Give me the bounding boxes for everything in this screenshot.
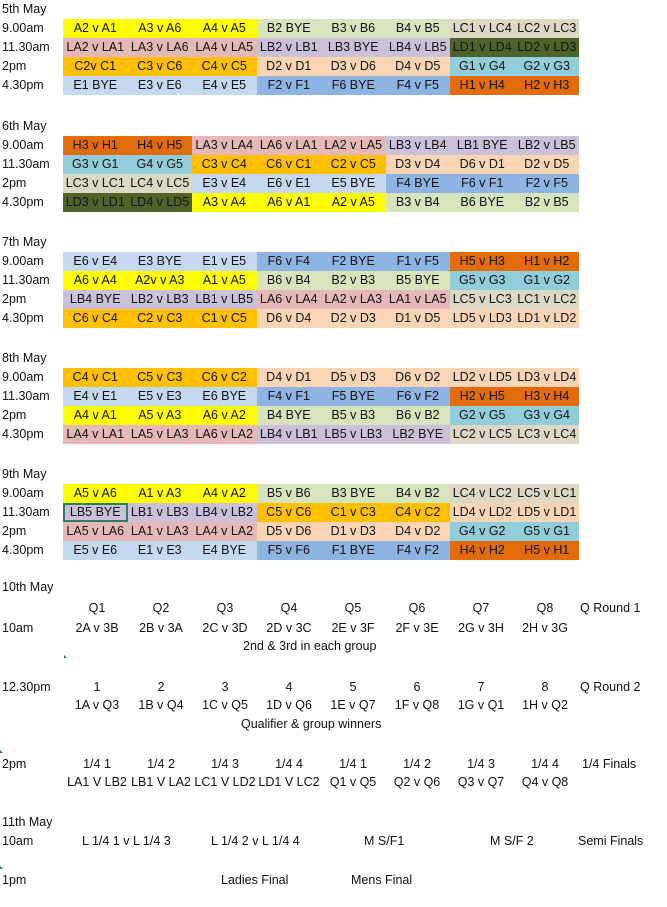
schedule-row <box>0 155 667 174</box>
knockout-match: Q4 v Q8 <box>521 775 569 789</box>
schedule-row <box>0 290 667 309</box>
match-cell[interactable]: LD5 v LD3 <box>450 309 515 328</box>
match-cell[interactable]: B4 v B5 <box>386 19 451 38</box>
round2-stage: Q Round 2 <box>580 680 641 694</box>
match-cell[interactable]: B4 BYE <box>257 406 322 425</box>
match-cell[interactable]: D6 v D1 <box>450 155 515 174</box>
match-cell[interactable]: G2 v G5 <box>450 406 515 425</box>
match-cell[interactable]: E3 BYE <box>128 252 193 271</box>
time-slot: 9.00am <box>2 21 44 35</box>
time-slot: 4.30pm <box>2 78 44 92</box>
time-slot: 11.30am <box>2 389 50 403</box>
time-slot: 9.00am <box>2 254 44 268</box>
schedule-row <box>0 38 667 57</box>
knockout-match: 2F v 3E <box>395 621 439 635</box>
match-cell[interactable]: B6 BYE <box>450 193 515 212</box>
match-cell[interactable]: LC5 v LC1 <box>515 484 580 503</box>
match-cell[interactable]: D4 v D5 <box>386 57 451 76</box>
match-cell[interactable]: LA1 v LA3 <box>128 522 193 541</box>
match-cell[interactable]: LA4 v LA5 <box>192 38 257 57</box>
knockout-match: 2H v 3G <box>522 621 568 635</box>
match-cell[interactable]: G3 v G4 <box>515 406 580 425</box>
selected-match-cell[interactable]: LB5 BYE <box>63 503 128 522</box>
match-label: 4 <box>285 680 293 694</box>
match-cell[interactable]: H5 v H1 <box>515 541 580 560</box>
schedule-row <box>0 484 667 503</box>
day-title-11th-may: 11th May <box>2 815 53 829</box>
match-cell[interactable]: B5 v B3 <box>321 406 386 425</box>
match-cell[interactable]: A1 v A3 <box>128 484 193 503</box>
match-cell[interactable]: E1 BYE <box>63 76 128 95</box>
match-label: 1/4 4 <box>275 757 303 771</box>
knockout-match: Q1 v Q5 <box>329 775 377 789</box>
match-cell[interactable]: A5 v A6 <box>63 484 128 503</box>
match-cell[interactable]: LA6 v LA2 <box>192 425 257 444</box>
knockout-match: 1A v Q3 <box>74 698 120 712</box>
time-slot: 9.00am <box>2 138 44 152</box>
match-label: 2 <box>157 680 165 694</box>
quarters-stage: 1/4 Finals <box>582 757 637 771</box>
match-cell[interactable]: F6 v F1 <box>450 174 515 193</box>
day-title: 7th May <box>2 235 47 249</box>
match-cell[interactable]: A4 v A2 <box>192 484 257 503</box>
match-cell[interactable]: E3 v E4 <box>192 174 257 193</box>
match-cell[interactable]: B3 BYE <box>321 484 386 503</box>
round2-time: 12.30pm <box>2 680 51 694</box>
match-label: Q4 <box>280 601 298 615</box>
match-cell[interactable]: LA6 v LA4 <box>257 290 322 309</box>
match-cell[interactable]: D4 v D1 <box>257 368 322 387</box>
schedule-row <box>0 368 667 387</box>
knockout-match: LC1 V LD2 <box>194 775 256 789</box>
match-cell[interactable]: E6 BYE <box>192 387 257 406</box>
match-label: 3 <box>221 680 229 694</box>
cell-comment-marker <box>0 750 3 753</box>
time-slot: 11.30am <box>2 273 50 287</box>
match-cell[interactable]: LA6 v LA1 <box>257 136 322 155</box>
match-cell[interactable]: C1 v C3 <box>321 503 386 522</box>
match-cell[interactable]: LB3 v LB4 <box>386 136 451 155</box>
match-cell[interactable]: C3 v C6 <box>128 57 193 76</box>
match-cell[interactable]: H1 v H2 <box>515 252 580 271</box>
match-cell[interactable]: LB4 v LB2 <box>192 503 257 522</box>
semis-time: 10am <box>2 834 34 848</box>
match-cell[interactable]: F5 BYE <box>321 387 386 406</box>
match-cell[interactable]: LA3 v LA4 <box>192 136 257 155</box>
match-cell[interactable]: G4 v G2 <box>450 522 515 541</box>
match-cell[interactable]: F4 BYE <box>386 174 451 193</box>
knockout-match: Q2 v Q6 <box>393 775 441 789</box>
match-cell[interactable]: E4 BYE <box>192 541 257 560</box>
match-cell[interactable]: D5 v D6 <box>257 522 322 541</box>
match-cell[interactable]: A3 v A6 <box>128 19 193 38</box>
schedule-row <box>0 174 667 193</box>
knockout-match: 2C v 3D <box>202 621 248 635</box>
match-label: 1/4 1 <box>339 757 367 771</box>
match-cell[interactable]: E3 v E6 <box>128 76 193 95</box>
match-cell[interactable]: LD1 v LD4 <box>450 38 515 57</box>
match-cell[interactable]: D2 v D1 <box>257 57 322 76</box>
match-cell[interactable]: E6 v E4 <box>63 252 128 271</box>
knockout-match: 1C v Q5 <box>202 698 248 712</box>
match-cell[interactable]: A6 v A2 <box>192 406 257 425</box>
match-cell[interactable]: LD4 v LD5 <box>128 193 193 212</box>
match-label: 1 <box>93 680 101 694</box>
match-cell[interactable]: B5 v B6 <box>257 484 322 503</box>
match-label: 1/4 1 <box>83 757 111 771</box>
match-cell[interactable]: F1 v F5 <box>386 252 451 271</box>
match-cell[interactable]: D6 v D2 <box>386 368 451 387</box>
match-cell[interactable]: B6 v B2 <box>386 406 451 425</box>
match-cell[interactable]: E5 BYE <box>321 174 386 193</box>
match-cell[interactable]: H5 v H3 <box>450 252 515 271</box>
knockout-match: 2E v 3F <box>331 621 375 635</box>
time-slot: 11.30am <box>2 157 50 171</box>
match-cell[interactable]: C6 v C4 <box>63 309 128 328</box>
match-cell[interactable]: LB1 v LB5 <box>192 290 257 309</box>
mens-semi-1: M S/F1 <box>364 834 405 848</box>
match-cell[interactable]: F6 v F2 <box>386 387 451 406</box>
match-cell[interactable]: D3 v D6 <box>321 57 386 76</box>
match-cell[interactable]: E5 v E6 <box>63 541 128 560</box>
match-cell[interactable]: LC3 v LC4 <box>515 425 580 444</box>
match-cell[interactable]: LA4 v LA2 <box>192 522 257 541</box>
finals-time: 1pm <box>2 873 27 887</box>
match-cell[interactable]: H3 v H4 <box>515 387 580 406</box>
match-cell[interactable]: A6 v A1 <box>257 193 322 212</box>
knockout-match: 2D v 3C <box>266 621 312 635</box>
match-cell[interactable]: H3 v H1 <box>63 136 128 155</box>
match-cell[interactable]: E6 v E1 <box>257 174 322 193</box>
match-cell[interactable]: E1 v E3 <box>128 541 193 560</box>
schedule-row <box>0 19 667 38</box>
match-cell[interactable]: F4 v F1 <box>257 387 322 406</box>
match-cell[interactable]: D5 v D3 <box>321 368 386 387</box>
day-title: 5th May <box>2 2 47 16</box>
match-cell[interactable]: A6 v A4 <box>63 271 128 290</box>
match-cell[interactable]: F6 v F4 <box>257 252 322 271</box>
time-slot: 4.30pm <box>2 543 44 557</box>
match-cell[interactable]: A2v v A3 <box>128 271 193 290</box>
cell-comment-marker <box>0 866 3 869</box>
time-slot: 9.00am <box>2 370 44 384</box>
time-slot: 9.00am <box>2 486 44 500</box>
schedule-row <box>0 57 667 76</box>
match-cell[interactable]: B3 v B4 <box>386 193 451 212</box>
match-cell[interactable]: LA3 v LA6 <box>128 38 193 57</box>
match-cell[interactable]: LC5 v LC3 <box>450 290 515 309</box>
match-cell[interactable]: D1 v D3 <box>321 522 386 541</box>
match-cell[interactable]: B6 v B4 <box>257 271 322 290</box>
match-cell[interactable]: LB2 v LB3 <box>128 290 193 309</box>
round2-caption: Qualifier & group winners <box>241 717 382 731</box>
time-slot: 2pm <box>2 59 27 73</box>
knockout-match: LA1 V LB2 <box>67 775 127 789</box>
match-cell[interactable]: C4 v C1 <box>63 368 128 387</box>
time-slot: 11.30am <box>2 505 50 519</box>
match-cell[interactable]: B5 BYE <box>386 271 451 290</box>
match-cell[interactable]: H4 v H2 <box>450 541 515 560</box>
schedule-row <box>0 541 667 560</box>
knockout-match: 1G v Q1 <box>457 698 505 712</box>
match-cell[interactable]: LC2 v LC5 <box>450 425 515 444</box>
knockout-match: 1E v Q7 <box>330 698 376 712</box>
time-slot: 11.30am <box>2 40 50 54</box>
time-slot: 4.30pm <box>2 427 44 441</box>
match-cell[interactable]: H2 v H5 <box>450 387 515 406</box>
match-cell[interactable]: LD2 v LD5 <box>450 368 515 387</box>
knockout-match: Q3 v Q7 <box>457 775 505 789</box>
day-title-10th-may: 10th May <box>2 580 54 594</box>
match-cell[interactable]: LC4 v LC5 <box>128 174 193 193</box>
match-cell[interactable]: LC1 v LC2 <box>515 290 580 309</box>
time-slot: 2pm <box>2 176 27 190</box>
schedule-row <box>0 387 667 406</box>
quarters-time: 2pm <box>2 757 27 771</box>
match-cell[interactable]: LB1 v LB3 <box>128 503 193 522</box>
knockout-match: 2B v 3A <box>139 621 183 635</box>
day-title: 8th May <box>2 351 47 365</box>
match-label: 8 <box>541 680 549 694</box>
match-label: 1/4 2 <box>403 757 431 771</box>
match-cell[interactable]: F2 v F1 <box>257 76 322 95</box>
match-cell[interactable]: H4 v H5 <box>128 136 193 155</box>
match-cell[interactable]: D6 v D4 <box>257 309 322 328</box>
match-cell[interactable]: LB4 v LB5 <box>386 38 451 57</box>
match-cell[interactable]: C6 v C2 <box>192 368 257 387</box>
match-cell[interactable]: LC3 v LC1 <box>63 174 128 193</box>
round1-stage: Q Round 1 <box>580 601 641 615</box>
match-cell[interactable]: E1 v E5 <box>192 252 257 271</box>
time-slot: 2pm <box>2 524 27 538</box>
match-cell[interactable]: LA2 v LA1 <box>63 38 128 57</box>
knockout-match: LB1 V LA2 <box>131 775 191 789</box>
match-cell[interactable]: B3 v B6 <box>321 19 386 38</box>
match-cell[interactable]: LA5 v LA6 <box>63 522 128 541</box>
match-cell[interactable]: LB4 v LB1 <box>257 425 322 444</box>
match-cell[interactable]: F2 v F5 <box>515 174 580 193</box>
schedule-row <box>0 136 667 155</box>
match-cell[interactable]: F6 BYE <box>321 76 386 95</box>
match-cell[interactable]: C1 v C5 <box>192 309 257 328</box>
match-cell[interactable]: LB3 BYE <box>321 38 386 57</box>
match-cell[interactable]: LD2 v LD3 <box>515 38 580 57</box>
match-cell[interactable]: LD3 v LD1 <box>63 193 128 212</box>
match-cell[interactable]: LB1 BYE <box>450 136 515 155</box>
match-cell[interactable]: A4 v A5 <box>192 19 257 38</box>
time-slot: 2pm <box>2 408 27 422</box>
match-cell[interactable]: F4 v F5 <box>386 76 451 95</box>
match-cell[interactable]: B2 BYE <box>257 19 322 38</box>
match-cell[interactable]: C5 v C6 <box>257 503 322 522</box>
match-cell[interactable]: D2 v D5 <box>515 155 580 174</box>
schedule-row <box>0 503 667 522</box>
day-title: 6th May <box>2 119 47 133</box>
schedule-row <box>0 522 667 541</box>
match-cell[interactable]: E4 v E1 <box>63 387 128 406</box>
match-cell[interactable]: B2 v B3 <box>321 271 386 290</box>
match-cell[interactable]: A5 v A3 <box>128 406 193 425</box>
match-cell[interactable]: C6 v C1 <box>257 155 322 174</box>
ladies-semi-1: L 1/4 1 v L 1/4 3 <box>82 834 171 848</box>
match-label: Q8 <box>536 601 554 615</box>
match-label: 6 <box>413 680 421 694</box>
match-cell[interactable]: LA5 v LA3 <box>128 425 193 444</box>
match-cell[interactable]: LA2 v LA5 <box>321 136 386 155</box>
knockout-match: 1H v Q2 <box>522 698 568 712</box>
match-cell[interactable]: LB5 v LB3 <box>321 425 386 444</box>
time-slot: 4.30pm <box>2 311 44 325</box>
match-cell[interactable]: G2 v G3 <box>515 57 580 76</box>
knockout-match: LD1 V LC2 <box>258 775 320 789</box>
match-cell[interactable]: LD3 v LD4 <box>515 368 580 387</box>
time-slot: 4.30pm <box>2 195 44 209</box>
mens-semi-2: M S/F 2 <box>490 834 534 848</box>
day-title: 9th May <box>2 467 47 481</box>
match-cell[interactable]: C4 v C2 <box>386 503 451 522</box>
ladies-final: Ladies Final <box>221 873 289 887</box>
match-label: Q1 <box>88 601 106 615</box>
match-cell[interactable]: E5 v E3 <box>128 387 193 406</box>
match-cell[interactable]: G5 v G3 <box>450 271 515 290</box>
match-cell[interactable]: LC2 v LC3 <box>515 19 580 38</box>
match-cell[interactable]: B4 v B2 <box>386 484 451 503</box>
match-label: Q2 <box>152 601 170 615</box>
match-label: Q3 <box>216 601 234 615</box>
schedule-row <box>0 271 667 290</box>
schedule-row <box>0 425 667 444</box>
time-slot: 2pm <box>2 292 27 306</box>
cell-comment-marker <box>64 655 67 658</box>
match-cell[interactable]: A2 v A5 <box>321 193 386 212</box>
match-label: Q6 <box>408 601 426 615</box>
knockout-match: 2G v 3H <box>458 621 504 635</box>
round1-caption: 2nd & 3rd in each group <box>243 639 377 653</box>
match-cell[interactable]: LD1 v LD2 <box>515 309 580 328</box>
match-label: Q7 <box>472 601 490 615</box>
match-cell[interactable]: LB4 BYE <box>63 290 128 309</box>
match-cell[interactable]: LA2 v LA3 <box>321 290 386 309</box>
match-cell[interactable]: A4 v A1 <box>63 406 128 425</box>
match-cell[interactable]: F4 v F2 <box>386 541 451 560</box>
match-cell[interactable]: A3 v A4 <box>192 193 257 212</box>
match-cell[interactable]: LA1 v LA5 <box>386 290 451 309</box>
match-cell[interactable]: G5 v G1 <box>515 522 580 541</box>
match-cell[interactable]: C4 v C5 <box>192 57 257 76</box>
match-cell[interactable]: LB2 v LB1 <box>257 38 322 57</box>
match-cell[interactable]: G1 v G4 <box>450 57 515 76</box>
match-cell[interactable]: LD5 v LD1 <box>515 503 580 522</box>
match-cell[interactable]: A2 v A1 <box>63 19 128 38</box>
mens-final: Mens Final <box>351 873 413 887</box>
knockout-match: 1F v Q8 <box>394 698 440 712</box>
match-cell[interactable]: G4 v G5 <box>128 155 193 174</box>
knockout-match: 1B v Q4 <box>138 698 184 712</box>
match-cell[interactable]: LD4 v LD2 <box>450 503 515 522</box>
match-cell[interactable]: D4 v D2 <box>386 522 451 541</box>
match-cell[interactable]: A1 v A5 <box>192 271 257 290</box>
match-label: 7 <box>477 680 485 694</box>
schedule-row <box>0 309 667 328</box>
schedule-row <box>0 252 667 271</box>
match-cell[interactable]: H2 v H3 <box>515 76 580 95</box>
match-cell[interactable]: LC4 v LC2 <box>450 484 515 503</box>
match-cell[interactable]: B2 v B5 <box>515 193 580 212</box>
match-cell[interactable]: C3 v C4 <box>192 155 257 174</box>
match-cell[interactable]: C2 v C5 <box>321 155 386 174</box>
match-cell[interactable]: G1 v G2 <box>515 271 580 290</box>
schedule-row <box>0 406 667 425</box>
match-cell[interactable]: D1 v D5 <box>386 309 451 328</box>
match-cell[interactable]: LA4 v LA1 <box>63 425 128 444</box>
match-cell[interactable]: F1 BYE <box>321 541 386 560</box>
ladies-semi-2: L 1/4 2 v L 1/4 4 <box>211 834 300 848</box>
match-cell[interactable]: C2 v C3 <box>128 309 193 328</box>
match-cell[interactable]: D2 v D3 <box>321 309 386 328</box>
match-cell[interactable]: H1 v H4 <box>450 76 515 95</box>
match-cell[interactable]: F5 v F6 <box>257 541 322 560</box>
match-label: 1/4 4 <box>531 757 559 771</box>
match-cell[interactable]: F2 BYE <box>321 252 386 271</box>
match-cell[interactable]: G3 v G1 <box>63 155 128 174</box>
match-label: 1/4 3 <box>467 757 495 771</box>
schedule-row <box>0 76 667 95</box>
match-label: 5 <box>349 680 357 694</box>
knockout-match: 1D v Q6 <box>266 698 312 712</box>
match-cell[interactable]: LC1 v LC4 <box>450 19 515 38</box>
match-cell[interactable]: C2v C1 <box>63 57 128 76</box>
match-cell[interactable]: C5 v C3 <box>128 368 193 387</box>
match-label: 1/4 3 <box>211 757 239 771</box>
semis-stage: Semi Finals <box>578 834 644 848</box>
schedule-row <box>0 193 667 212</box>
match-label: Q5 <box>344 601 362 615</box>
match-label: 1/4 2 <box>147 757 175 771</box>
match-cell[interactable]: LB2 v LB5 <box>515 136 580 155</box>
match-cell[interactable]: E4 v E5 <box>192 76 257 95</box>
match-cell[interactable]: LB2 BYE <box>386 425 451 444</box>
knockout-match: 2A v 3B <box>75 621 119 635</box>
match-cell[interactable]: D3 v D4 <box>386 155 451 174</box>
round1-time: 10am <box>2 621 34 635</box>
